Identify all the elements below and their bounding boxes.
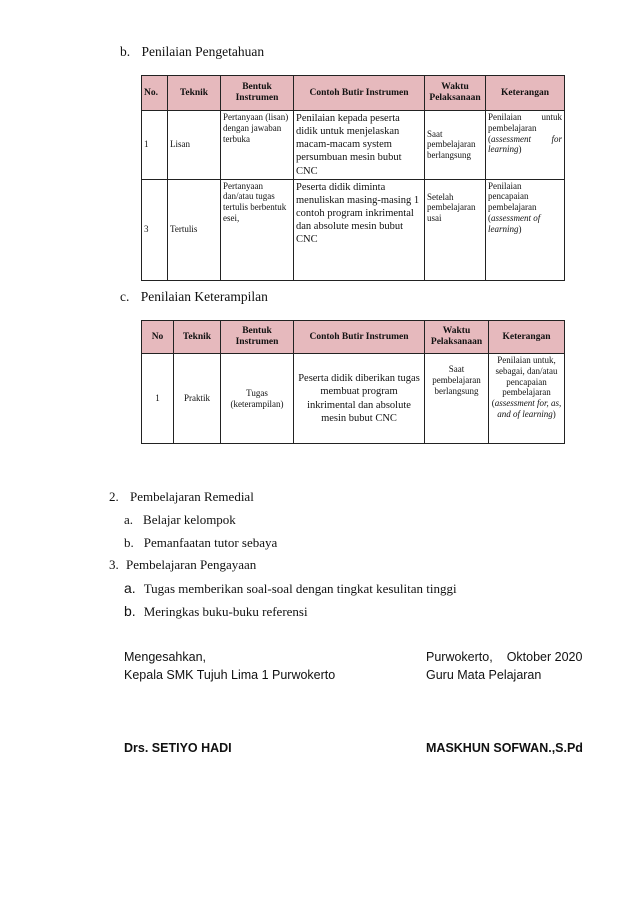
header-no: No. bbox=[142, 76, 168, 111]
header-bentuk-instrumen: Bentuk Instrumen bbox=[221, 321, 294, 354]
cell-no: 1 bbox=[142, 111, 168, 180]
list-item: b. Meringkas buku-buku referensi bbox=[124, 603, 308, 619]
pengayaan-title: Pembelajaran Pengayaan bbox=[126, 557, 257, 572]
pengayaan-number: 3. bbox=[109, 557, 119, 572]
table-row bbox=[142, 354, 565, 444]
cell-no: 1 bbox=[142, 354, 174, 444]
header-keterangan: Keterangan bbox=[489, 321, 565, 354]
cell-teknik: Tertulis bbox=[168, 179, 221, 280]
section-c-marker: c. bbox=[120, 289, 130, 304]
cell-keterangan: Penilaian untuk, sebagai, dan/atau pencapaian pembelajaran (assessment for, as, and of learning) bbox=[489, 354, 565, 444]
header-teknik: Teknik bbox=[174, 321, 221, 354]
pengayaan-heading bbox=[109, 557, 256, 573]
header-bentuk-instrumen: Bentuk Instrumen bbox=[221, 76, 294, 111]
header-keterangan: Keterangan bbox=[486, 76, 565, 111]
cell-teknik: Lisan bbox=[168, 111, 221, 180]
header-contoh-butir: Contoh Butir Instrumen bbox=[294, 76, 425, 111]
remedial-title: Pembelajaran Remedial bbox=[130, 489, 254, 504]
cell-bentuk: Pertanyaan (lisan) dengan jawaban terbuka bbox=[221, 111, 294, 180]
section-c-heading bbox=[120, 289, 268, 305]
cell-keterangan: Penilaian pencapaian pembelajaran (assessment of learning) bbox=[486, 179, 565, 280]
approval-label: Mengesahkan, bbox=[124, 650, 207, 664]
cell-contoh: Peserta didik diminta menuliskan masing-masing 1 contoh program inkrimental dan absolute mesin bubut CNC bbox=[294, 179, 425, 280]
section-c-title: Penilaian Keterampilan bbox=[140, 289, 268, 304]
remedial-heading bbox=[109, 489, 254, 505]
cell-bentuk: Tugas (keterampilan) bbox=[221, 354, 294, 444]
teacher-title: Guru Mata Pelajaran bbox=[426, 668, 542, 682]
cell-contoh: Penilaian kepada peserta didik untuk menjelaskan macam-macam system persumbuan mesin bubut CNC bbox=[294, 111, 425, 180]
table-header-row bbox=[142, 321, 565, 354]
section-b-title: Penilaian Pengetahuan bbox=[141, 44, 265, 59]
cell-waktu: Setelah pembelajaran usai bbox=[425, 179, 486, 280]
cell-bentuk: Pertanyaan dan/atau tugas tertulis berbentuk esei, bbox=[221, 179, 294, 280]
header-contoh-butir: Contoh Butir Instrumen bbox=[294, 321, 425, 354]
remedial-number: 2. bbox=[109, 489, 119, 504]
principal-name: Drs. SETIYO HADI bbox=[124, 741, 232, 755]
cell-waktu: Saat pembelajaran berlangsung bbox=[425, 111, 486, 180]
place-date: Purwokerto, Oktober 2020 bbox=[426, 650, 583, 664]
header-no: No bbox=[142, 321, 174, 354]
section-b-heading bbox=[120, 44, 264, 60]
cell-keterangan: Penilaian untuk pembelajaran (assessment for learning) bbox=[486, 111, 565, 180]
teacher-name: MASKHUN SOFWAN.,S.Pd bbox=[426, 741, 583, 755]
cell-contoh: Peserta didik diberikan tugas membuat program inkrimental dan absolute mesin bubut CNC bbox=[294, 354, 425, 444]
header-waktu: Waktu Pelaksanaan bbox=[425, 321, 489, 354]
skill-assessment-table bbox=[141, 320, 565, 444]
table-header-row bbox=[142, 76, 565, 111]
header-waktu: Waktu Pelaksanaan bbox=[425, 76, 486, 111]
cell-waktu: Saat pembelajaran berlangsung bbox=[425, 354, 489, 444]
list-item: b. Pemanfaatan tutor sebaya bbox=[124, 535, 278, 550]
list-item: a. Tugas memberikan soal-soal dengan tingkat kesulitan tinggi bbox=[124, 580, 457, 596]
cell-no: 3 bbox=[142, 179, 168, 280]
table-row bbox=[142, 179, 565, 280]
table-row bbox=[142, 111, 565, 180]
knowledge-assessment-table bbox=[141, 75, 565, 281]
header-teknik: Teknik bbox=[168, 76, 221, 111]
section-b-marker: b. bbox=[120, 44, 131, 59]
list-item: a. Belajar kelompok bbox=[124, 512, 236, 527]
cell-teknik: Praktik bbox=[174, 354, 221, 444]
principal-title: Kepala SMK Tujuh Lima 1 Purwokerto bbox=[124, 668, 336, 682]
